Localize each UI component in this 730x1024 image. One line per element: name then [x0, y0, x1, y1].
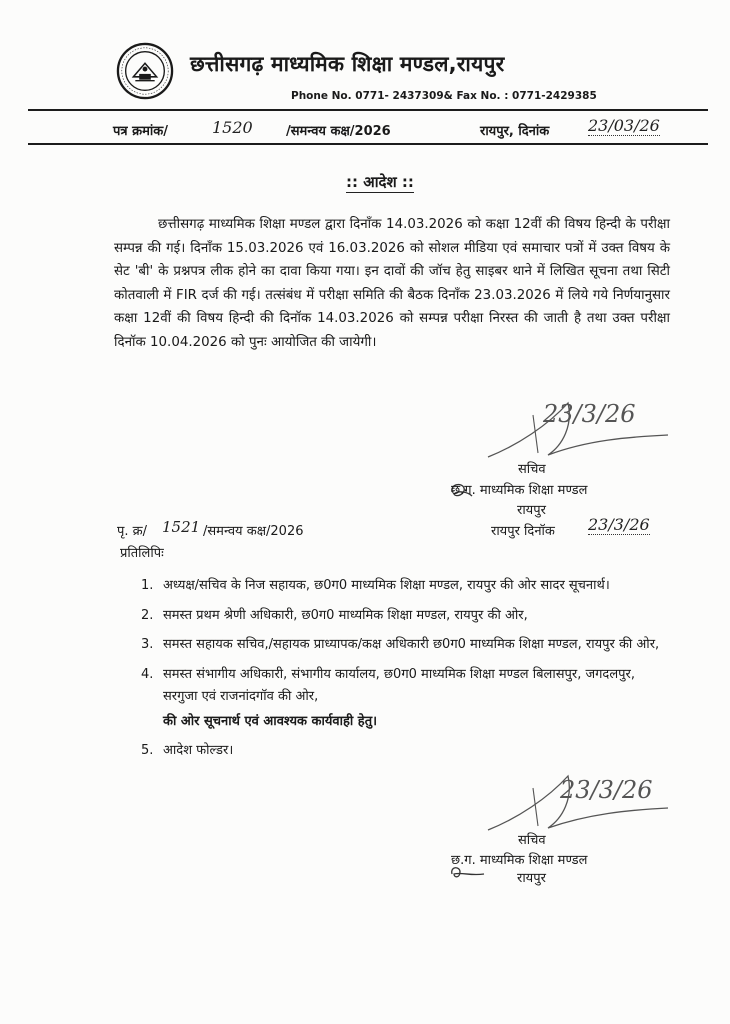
header-divider: [28, 109, 708, 111]
contact-info: Phone No. 0771- 2437309& Fax No. : 0771-2429385: [291, 90, 597, 102]
letter-number-label: पत्र क्रमांक/: [113, 124, 168, 139]
signatory-org-1: छ.ग. माध्यमिक शिक्षा मण्डल: [451, 483, 588, 498]
board-seal-icon: [116, 42, 174, 100]
list-item: 4. समस्त संभागीय अधिकारी, संभागीय कार्यालय, छ0ग0 माध्यमिक शिक्षा मण्डल बिलासपुर, जगदलपुर, सरगुजा एवं राजनांदगॉव की ओर,: [141, 666, 635, 704]
signatory-designation-1: सचिव: [518, 462, 546, 477]
signature-date-1: 23/3/26: [543, 400, 636, 428]
list-item: 5. आदेश फोल्डर।: [141, 743, 234, 758]
letter-date: 23/03/26: [588, 116, 660, 135]
signatory-city-1: रायपुर: [517, 503, 546, 518]
copy-date: 23/3/26: [588, 515, 650, 534]
place-date-label: रायपुर, दिनांक: [480, 124, 550, 139]
signatory-designation-2: सचिव: [518, 833, 546, 848]
signatory-city-2: रायपुर: [517, 871, 546, 886]
list-item: 2. समस्त प्रथम श्रेणी अधिकारी, छ0ग0 माध्यमिक शिक्षा मण्डल, रायपुर की ओर,: [141, 607, 528, 623]
signature-date-2: 23/3/26: [560, 776, 653, 804]
letter-number: 1520: [212, 118, 253, 137]
copy-action-note: की ओर सूचनार्थ एवं आवश्यक कार्यवाही हेतु।: [163, 713, 378, 729]
reference-divider: [28, 143, 708, 145]
list-item: 1. अध्यक्ष/सचिव के निज सहायक, छ0ग0 माध्यमिक शिक्षा मण्डल, रायपुर की ओर सादर सूचनार्थ।: [141, 578, 610, 593]
copy-to-label: प्रतिलिपिः: [120, 546, 164, 561]
order-body: छत्तीसगढ़ माध्यमिक शिक्षा मण्डल द्वारा दिनाँक 14.03.2026 को कक्षा 12वीं की विषय हिन्दी के परीक्षा सम्पन्न की गई। दिनाँक 15.03.2026 एवं 16.03.2026 को सोशल मीडिया एवं समाचार पत्रों में उक्त विषय के सेट 'बी' के प्रश्नपत्र लीक होने का दावा किया गया। इन दावों की जॉच हेतु साइबर थाने में लिखित सूचना तथा सिटी कोतवाली में FIR दर्ज की गई। तत्संबंध में परीक्षा समिति की बैठक दिनाँक 23.03.2026 में लिये गये निर्णयानुसार कक्षा 12वीं की विषय हिन्दी की दिनॉक 14.03.2026 को सम्पन्न परीक्षा निरस्त की जाती है तथा उक्त परीक्षा दिनॉक 10.04.2026 को पुनः आयोजित की जायेगी।: [114, 217, 670, 350]
copy-number: 1521: [162, 518, 201, 536]
organization-name: छत्तीसगढ़ माध्यमिक शिक्षा मण्डल,रायपुर: [190, 52, 505, 76]
signatory-org-2: छ.ग. माध्यमिक शिक्षा मण्डल: [451, 853, 588, 868]
copy-department-ref: /समन्वय कक्ष/2026: [203, 524, 304, 539]
copy-number-label: पृ. क्र/: [117, 524, 148, 539]
copy-recipients-list: [141, 575, 661, 764]
list-item: 3. समस्त सहायक सचिव,/सहायक प्राध्यापक/कक्ष अधिकारी छ0ग0 माध्यमिक शिक्षा मण्डल, रायपुर की ओर,: [141, 637, 660, 652]
department-ref: /समन्वय कक्ष/2026: [286, 124, 391, 139]
order-title: :: आदेश ::: [346, 173, 414, 191]
copy-place-date-label: रायपुर दिनॉक: [491, 524, 555, 539]
initials-icon: [448, 864, 488, 884]
